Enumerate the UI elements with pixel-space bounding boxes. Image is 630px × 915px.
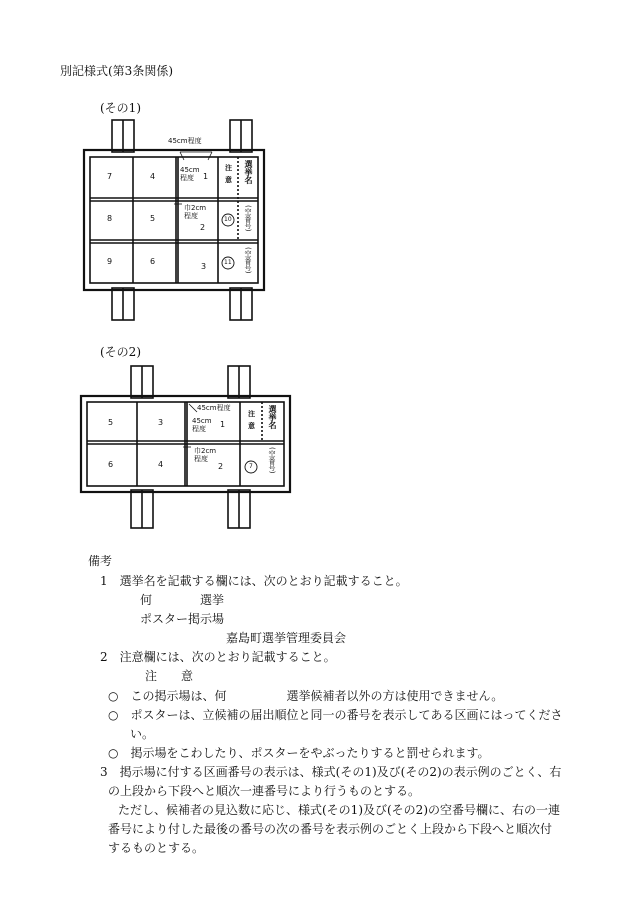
fig2-cell: 4 <box>158 460 164 469</box>
fig1-senkyo-label: 選挙名 <box>244 160 253 184</box>
note-1-line-c: 嘉島町選挙管理委員会 <box>226 631 347 645</box>
fig2-dim-gap: 巾2cm 程度 <box>194 447 217 463</box>
note-2-bullet-1: ○ この掲示場は、何 選挙候補者以外の方は使用できません。 <box>108 689 504 703</box>
fig2-cell: 1 <box>220 420 226 429</box>
fig2-kuban-label: (空番号) <box>268 447 276 474</box>
note-2-bullet-3: ○ 掲示場をこわしたり、ポスターをやぶったりすると罰せられます。 <box>108 746 490 760</box>
note-2: 2 注意欄には、次のとおり記載すること。 <box>100 650 336 664</box>
note-3: 3 掲示場に付する区画番号の表示は、様式(その1)及び(その2)の表示例のごとく、右 <box>100 765 562 779</box>
note-3-proviso-end: するものとする。 <box>108 841 205 855</box>
fig1-dim-top: 45cm程度 <box>168 137 202 145</box>
fig1-kuban-label: (空番号) <box>244 247 252 274</box>
fig1-dim-gap: 巾2cm 程度 <box>184 204 207 220</box>
fig2-cell: 3 <box>158 418 164 427</box>
fig2-label: (その2) <box>100 345 141 359</box>
fig1-label: (その1) <box>100 101 141 115</box>
fig2-cell: 6 <box>108 460 114 469</box>
fig2-cell: 2 <box>218 462 224 471</box>
page-title: 別記様式(第3条関係) <box>60 64 173 78</box>
note-2-line-a: 注 意 <box>145 669 194 683</box>
fig1-cell: 5 <box>150 214 156 223</box>
fig1-cell: 2 <box>200 223 206 232</box>
fig2-dim-top: 45cm程度 <box>197 404 231 412</box>
fig1-cell: 4 <box>150 172 156 181</box>
note-3-proviso-cont: 番号により付した最後の番号の次の番号を表示例のごとく上段から下段へと順次付 <box>108 822 553 836</box>
fig2-senkyo-label: 選挙名 <box>268 405 277 429</box>
note-2-bullet-2-cont: い。 <box>130 727 155 741</box>
fig2-dim-side: 45cm 程度 <box>192 417 212 433</box>
note-3-cont: の上段から下段へと順次一連番号により行うものとする。 <box>108 784 421 798</box>
fig1-cell: 7 <box>107 172 113 181</box>
note-1-line-a: 何 選挙 <box>140 593 225 607</box>
fig1-cell: 6 <box>150 257 156 266</box>
fig1-circled-number: 11 <box>224 259 232 266</box>
fig1-cell: 9 <box>107 257 113 266</box>
fig1-cell: 8 <box>107 214 113 223</box>
note-1-line-b: ポスター掲示場 <box>140 612 225 626</box>
fig1-cell: 1 <box>203 172 209 181</box>
fig1-kuban-label: (空番号) <box>244 205 252 232</box>
fig1-dim-side: 45cm 程度 <box>180 166 200 182</box>
note-1: 1 選挙名を記載する欄には、次のとおり記載すること。 <box>100 574 408 588</box>
fig2-cell: 5 <box>108 418 114 427</box>
notes-heading: 備考 <box>88 554 113 568</box>
note-3-proviso: ただし、候補者の見込数に応じ、様式(その1)及び(その2)の空番号欄に、右の一連 <box>118 803 560 817</box>
fig2-circled-number: 7 <box>249 463 253 470</box>
fig1-circled-number: 10 <box>224 216 232 223</box>
fig1-chui-label: 注 意 <box>225 164 232 184</box>
note-2-bullet-2: ○ ポスターは、立候補の届出順位と同一の番号を表示してある区画にはってくださ <box>108 708 563 722</box>
fig2-chui-label: 注 意 <box>248 410 255 430</box>
fig1-cell: 3 <box>201 262 207 271</box>
